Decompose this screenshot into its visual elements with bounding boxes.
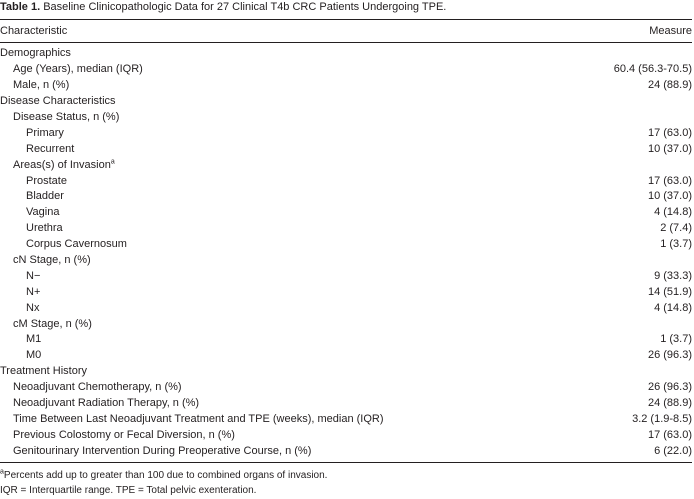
table-row xyxy=(0,380,692,396)
table-header-row xyxy=(0,20,692,43)
table-row xyxy=(0,43,692,62)
row-label: Areas(s) of Invasion xyxy=(13,158,111,171)
row-value: 17 (63.0) xyxy=(647,428,692,441)
table-row xyxy=(0,253,692,269)
row-label: Vagina xyxy=(26,206,60,219)
row-value xyxy=(575,43,692,62)
table-row xyxy=(0,443,692,462)
footnote-marker: a xyxy=(110,158,115,166)
row-value xyxy=(575,94,692,110)
footnote-abbreviations: IQR = Interquartile range. TPE = Total pelvic exenteration. xyxy=(0,485,257,497)
row-value: 4 (14.8) xyxy=(654,301,692,314)
footnote-a-text: Percents add up to greater than 100 due to combined organs of invasion. xyxy=(3,470,328,482)
row-label: Age (Years), median (IQR) xyxy=(13,63,143,76)
row-value: 60.4 (56.3-70.5) xyxy=(613,63,692,76)
row-label: Male, n (%) xyxy=(13,79,70,92)
row-label: Corpus Cavernosum xyxy=(26,238,127,251)
row-label: N+ xyxy=(26,285,41,298)
table-row xyxy=(0,332,692,348)
row-label: Neoadjuvant Radiation Therapy, n (%) xyxy=(13,397,200,410)
table-row xyxy=(0,364,692,380)
row-value: 24 (88.9) xyxy=(647,79,692,92)
table-row xyxy=(0,284,692,300)
row-label: Nx xyxy=(26,301,40,314)
row-label: Treatment History xyxy=(0,365,88,378)
row-label: Bladder xyxy=(26,190,64,203)
row-label-cell xyxy=(0,157,575,173)
table-row xyxy=(0,205,692,221)
row-label: Disease Characteristics xyxy=(0,95,116,108)
table-caption-label: Table 1. xyxy=(0,1,41,13)
table-footnotes xyxy=(0,468,692,498)
row-label: Prostate xyxy=(26,174,67,187)
table-row xyxy=(0,221,692,237)
table-row xyxy=(0,427,692,443)
row-label: M1 xyxy=(26,333,42,346)
row-value xyxy=(575,253,692,269)
table-caption xyxy=(0,0,692,14)
row-value xyxy=(575,110,692,126)
row-value: 9 (33.3) xyxy=(654,269,692,282)
row-value: 24 (88.9) xyxy=(647,397,692,410)
row-value: 26 (96.3) xyxy=(647,349,692,362)
row-label: N− xyxy=(26,269,41,282)
row-label: Time Between Last Neoadjuvant Treatment and TPE (weeks), median (IQR) xyxy=(13,412,384,425)
row-value: 2 (7.4) xyxy=(660,222,692,235)
row-label: Primary xyxy=(26,126,64,139)
row-value: 17 (63.0) xyxy=(647,126,692,139)
table-row xyxy=(0,396,692,412)
row-label: Genitourinary Intervention During Preoperative Course, n (%) xyxy=(0,443,575,462)
row-label: Previous Colostomy or Fecal Diversion, n (%) xyxy=(13,428,235,441)
row-value: 26 (96.3) xyxy=(647,381,692,394)
row-value: 10 (37.0) xyxy=(647,190,692,203)
row-value xyxy=(575,157,692,173)
table-row xyxy=(0,189,692,205)
row-value: 1 (3.7) xyxy=(660,333,692,346)
row-label: cN Stage, n (%) xyxy=(13,254,91,267)
table-row xyxy=(0,173,692,189)
row-label: Urethra xyxy=(26,222,63,235)
row-value xyxy=(575,364,692,380)
row-value: 3.2 (1.9-8.5) xyxy=(632,412,692,425)
footnote-a xyxy=(0,468,692,483)
column-header-measure: Measure xyxy=(575,20,692,43)
row-label: cM Stage, n (%) xyxy=(13,317,92,330)
table-row xyxy=(0,125,692,141)
table-row xyxy=(0,78,692,94)
table-row xyxy=(0,62,692,78)
row-label: Recurrent xyxy=(26,142,75,155)
row-value: 4 (14.8) xyxy=(654,206,692,219)
table-row xyxy=(0,237,692,253)
row-value: 1 (3.7) xyxy=(660,238,692,251)
table-row xyxy=(0,300,692,316)
row-label: M0 xyxy=(26,349,42,362)
row-label: Neoadjuvant Chemotherapy, n (%) xyxy=(13,381,182,394)
table-row xyxy=(0,411,692,427)
table-row xyxy=(0,268,692,284)
column-header-characteristic: Characteristic xyxy=(0,20,575,43)
row-value: 14 (51.9) xyxy=(647,285,692,298)
row-label: Demographics xyxy=(0,47,71,60)
row-value: 6 (22.0) xyxy=(575,443,692,462)
row-value: 17 (63.0) xyxy=(647,174,692,187)
table-row xyxy=(0,94,692,110)
table-row xyxy=(0,348,692,364)
table-row xyxy=(0,157,692,173)
footnote-a-marker: a xyxy=(0,468,4,476)
table-row xyxy=(0,141,692,157)
row-label: Disease Status, n (%) xyxy=(13,111,120,123)
row-value xyxy=(575,316,692,332)
table-row xyxy=(0,316,692,332)
table-caption-text: Baseline Clinicopathologic Data for 27 Clinical T4b CRC Patients Undergoing TPE. xyxy=(43,1,447,13)
data-table xyxy=(0,19,692,463)
table-row xyxy=(0,110,692,126)
row-value: 10 (37.0) xyxy=(647,142,692,155)
